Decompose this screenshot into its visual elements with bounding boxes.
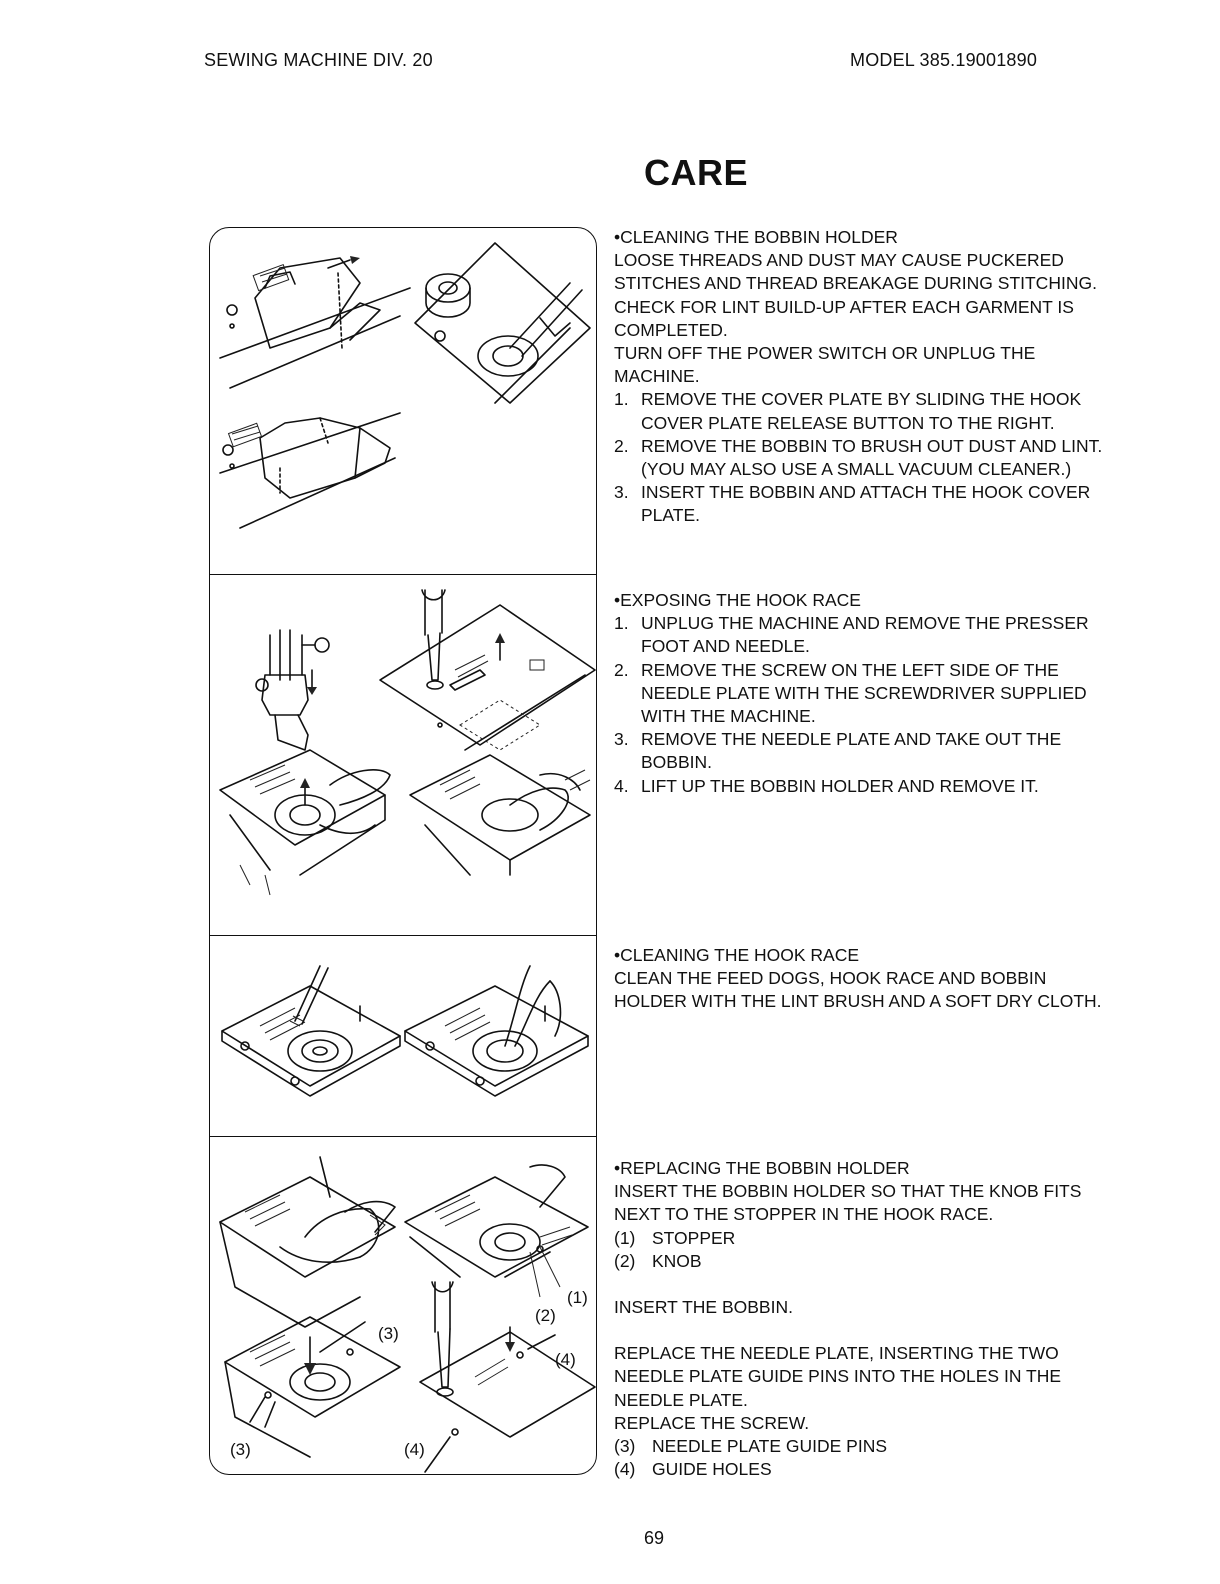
step-text: UNPLUG THE MACHINE AND REMOVE THE PRESSER FOOT AND NEEDLE. xyxy=(641,613,1089,657)
step-item xyxy=(614,728,1110,774)
needle-plate-screw-drawing xyxy=(380,590,595,750)
replace-plate-text: REPLACE THE NEEDLE PLATE, INSERTING THE TWO NEEDLE PLATE GUIDE PINS INTO THE HOLES IN THE NEEDLE PLATE. xyxy=(614,1343,1062,1410)
step-text: REMOVE THE COVER PLATE BY SLIDING THE HOOK COVER PLATE RELEASE BUTTON TO THE RIGHT. xyxy=(641,389,1082,433)
section-heading: •CLEANING THE HOOK RACE xyxy=(614,945,860,965)
bobbin-holder-insert-drawing xyxy=(220,1157,395,1327)
step-text: INSERT THE BOBBIN AND ATTACH THE HOOK COVER PLATE. xyxy=(641,482,1091,526)
callout-guide-pins-bottom: (3) xyxy=(230,1440,251,1459)
power-off-text: TURN OFF THE POWER SWITCH OR UNPLUG THE MACHINE. xyxy=(614,343,1036,387)
cover-plate-attach-drawing xyxy=(220,413,400,528)
step-item xyxy=(614,612,1110,658)
cloth-cleaning-drawing xyxy=(405,966,588,1096)
callout-guide-holes-right: (4) xyxy=(555,1350,576,1369)
step-item xyxy=(614,659,1110,729)
header-model-number: MODEL 385.19001890 xyxy=(850,50,1038,70)
section-heading: •REPLACING THE BOBBIN HOLDER xyxy=(614,1158,910,1178)
part-text: GUIDE HOLES xyxy=(652,1459,772,1480)
step-item xyxy=(614,775,1110,798)
step-number: 3. xyxy=(614,482,629,503)
section-exposing-hook-race xyxy=(614,589,1110,798)
page-title: CARE xyxy=(644,152,749,193)
replace-screw-text: REPLACE THE SCREW. xyxy=(614,1412,810,1433)
part-item xyxy=(614,1458,1110,1481)
page-number: 69 xyxy=(644,1528,665,1548)
section-heading: •CLEANING THE BOBBIN HOLDER xyxy=(614,227,898,247)
part-text: STOPPER xyxy=(652,1227,736,1248)
part-number: (2) xyxy=(614,1250,636,1271)
illustration-frame xyxy=(209,227,597,1475)
presser-foot-removal-drawing xyxy=(256,630,329,750)
illustration-cleaning-hook-race xyxy=(210,936,596,1136)
header-section-label: SEWING MACHINE DIV. 20 xyxy=(204,50,433,70)
step-number: 1. xyxy=(614,389,629,410)
part-number: (1) xyxy=(614,1227,636,1248)
step-number: 3. xyxy=(614,729,629,750)
part-item xyxy=(614,1227,1110,1250)
part-text: KNOB xyxy=(652,1250,702,1271)
part-number: (4) xyxy=(614,1459,636,1480)
spacer xyxy=(614,1319,1110,1342)
spacer xyxy=(614,1273,1110,1296)
part-text: NEEDLE PLATE GUIDE PINS xyxy=(652,1436,888,1457)
callout-stopper: (1) xyxy=(567,1288,588,1307)
section-replacing-bobbin-holder xyxy=(614,1157,1110,1481)
step-text: REMOVE THE BOBBIN TO BRUSH OUT DUST AND LINT.(YOU MAY ALSO USE A SMALL VACUUM CLEANER.) xyxy=(641,435,1103,480)
section-text: INSERT THE BOBBIN HOLDER SO THAT THE KNOB FITS NEXT TO THE STOPPER IN THE HOOK RACE. xyxy=(614,1181,1082,1225)
needle-plate-replace-drawing xyxy=(420,1282,595,1472)
step-text: LIFT UP THE BOBBIN HOLDER AND REMOVE IT. xyxy=(641,775,1039,796)
section-cleaning-bobbin-holder xyxy=(614,226,1110,528)
illustration-cover-plate-removal xyxy=(210,228,596,574)
bobbin-holder-lift-drawing xyxy=(220,750,390,895)
illustration-exposing-hook-race xyxy=(210,575,596,935)
callout-guide-pins-top: (3) xyxy=(378,1324,399,1343)
insert-bobbin-text: INSERT THE BOBBIN. xyxy=(614,1297,793,1318)
lint-brush-cleaning-drawing xyxy=(222,966,400,1096)
stopper-knob-drawing xyxy=(405,1165,588,1297)
cover-plate-sliding-drawing xyxy=(220,256,410,388)
step-item xyxy=(614,481,1110,527)
step-number: 2. xyxy=(614,435,629,456)
callout-knob: (2) xyxy=(535,1306,556,1325)
callout-guide-holes-bottom: (4) xyxy=(404,1440,425,1459)
step-item xyxy=(614,435,1110,481)
bobbin-removal-drawing xyxy=(415,243,590,403)
part-item xyxy=(614,1435,1110,1458)
guide-pins-drawing xyxy=(225,1317,400,1457)
step-text: REMOVE THE SCREW ON THE LEFT SIDE OF THE NEEDLE PLATE WITH THE SCREWDRIVER SUPPLIED WITH THE MACHINE. xyxy=(641,659,1087,727)
step-number: 2. xyxy=(614,659,629,680)
part-number: (3) xyxy=(614,1436,636,1457)
bobbin-holder-removed-drawing xyxy=(410,755,590,875)
step-number: 1. xyxy=(614,613,629,634)
step-number: 4. xyxy=(614,775,629,796)
step-item xyxy=(614,388,1110,434)
part-item xyxy=(614,1250,1110,1273)
section-heading: •EXPOSING THE HOOK RACE xyxy=(614,590,861,610)
intro-text: LOOSE THREADS AND DUST MAY CAUSE PUCKERED STITCHES AND THREAD BREAKAGE DURING STITCHING. CHECK FOR LINT BUILD-UP AFTER EACH GARMENT IS COMPLETED. xyxy=(614,250,1097,340)
step-text: REMOVE THE NEEDLE PLATE AND TAKE OUT THE BOBBIN. xyxy=(641,729,1062,773)
section-cleaning-hook-race xyxy=(614,944,1110,1014)
section-text: CLEAN THE FEED DOGS, HOOK RACE AND BOBBIN HOLDER WITH THE LINT BRUSH AND A SOFT DRY CLOTH. xyxy=(614,968,1102,1012)
